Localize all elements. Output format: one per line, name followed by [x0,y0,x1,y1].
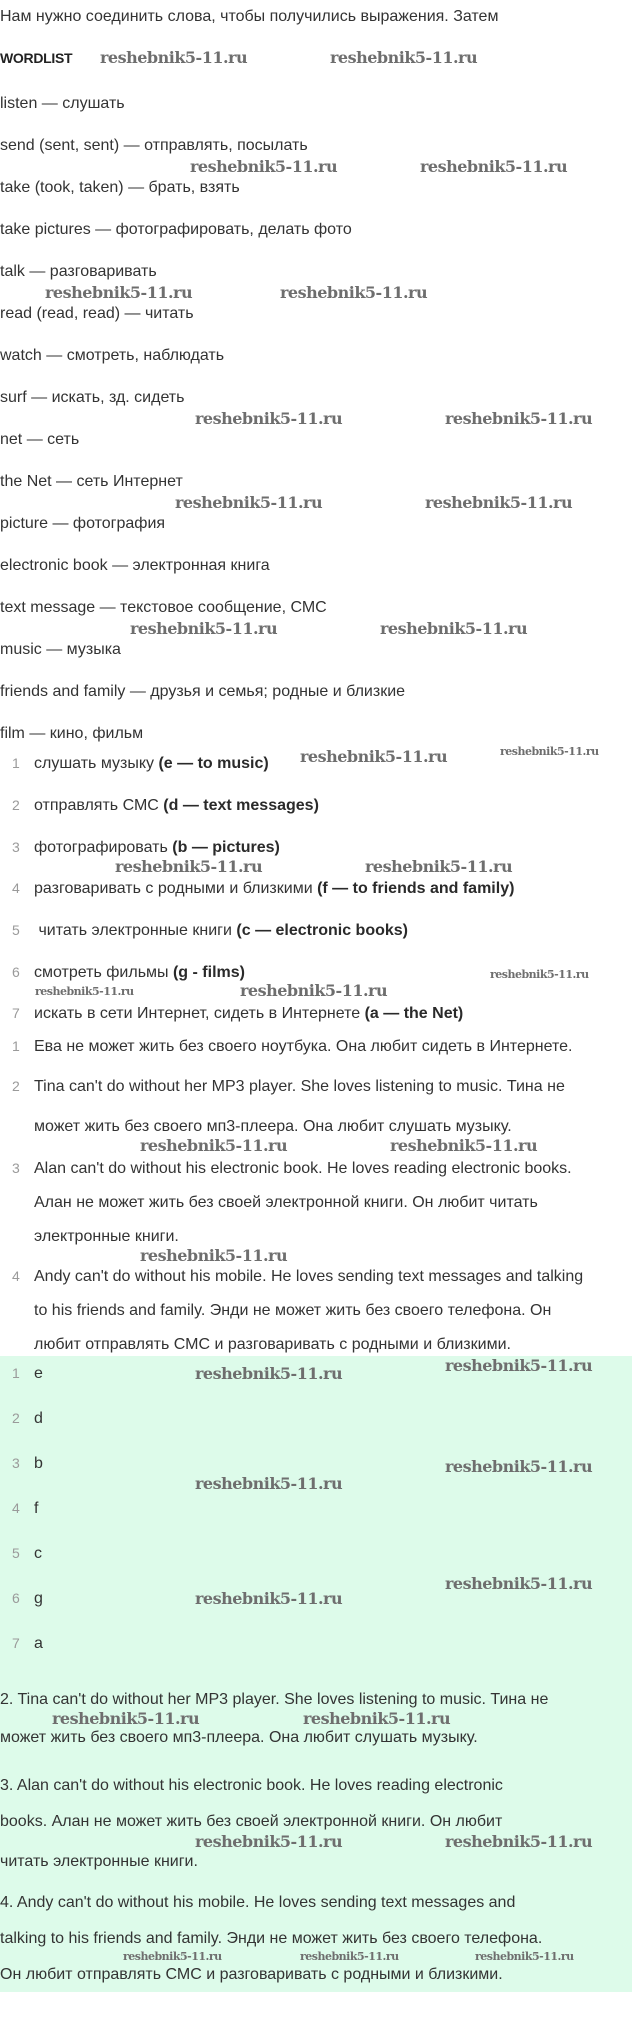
wordlist-item: listen — слушать [0,95,125,112]
watermark-text: reshebnik5-11.ru [115,857,263,876]
final-line: talking to his friends and family. Энди не может жить без своего телефона. [0,1930,543,1947]
answer-number: 4 [12,1500,20,1516]
answer-number: 2 [12,1410,20,1426]
watermark-text: reshebnik5-11.ru [35,985,134,998]
final-line: может жить без своего мп3-плеера. Она любит слушать музыку. [0,1729,478,1746]
answer-item [0,1633,43,1653]
match-russian: смотреть фильмы [34,964,173,981]
watermark-text: reshebnik5-11.ru [445,1832,593,1851]
match-english: (f — to friends and family) [317,880,515,897]
answer-letter: b [34,1455,43,1472]
answer-item [0,1498,38,1518]
match-item [0,878,514,898]
sentence-number: 3 [12,1160,20,1176]
item-number: 4 [12,880,20,896]
watermark-text: reshebnik5-11.ru [445,1574,593,1593]
sentence-number: 4 [12,1268,20,1284]
answer-letter: a [34,1635,43,1652]
watermark-text: reshebnik5-11.ru [140,1136,288,1155]
watermark-text: reshebnik5-11.ru [380,619,528,638]
answer-item [0,1363,43,1383]
watermark-text: reshebnik5-11.ru [425,493,573,512]
wordlist-item: picture — фотография [0,515,166,532]
wordlist-item: take (took, taken) — брать, взять [0,179,240,196]
item-number: 3 [12,839,20,855]
sentence-text: любит отправлять СМС и разговаривать с родными и близкими. [34,1336,511,1353]
watermark-text: reshebnik5-11.ru [445,409,593,428]
wordlist-heading: WORDLIST [0,50,73,66]
match-english: (b — pictures) [172,839,280,856]
intro-text: Нам нужно соединить слова, чтобы получились выражения. Затем [0,8,499,25]
watermark-text: reshebnik5-11.ru [195,1364,343,1383]
item-number: 2 [12,797,20,813]
wordlist-item: take pictures — фотографировать, делать фото [0,221,352,238]
watermark-text: reshebnik5-11.ru [130,619,278,638]
watermark-text: reshebnik5-11.ru [300,747,448,766]
watermark-text: reshebnik5-11.ru [140,1246,288,1265]
watermark-text: reshebnik5-11.ru [195,409,343,428]
sentence-line [0,1116,512,1136]
match-english: (c — electronic books) [236,922,408,939]
answer-number: 1 [12,1365,20,1381]
answer-number: 5 [12,1545,20,1561]
match-english: (e — to music) [158,755,269,772]
watermark-text: reshebnik5-11.ru [490,968,589,981]
final-line: 2. Tina can't do without her MP3 player. She loves listening to music. Тина не [0,1691,549,1708]
match-russian: разговаривать с родными и близкими [34,880,318,897]
sentence-line [0,1192,538,1212]
wordlist-item: send (sent, sent) — отправлять, посылать [0,137,308,154]
watermark-text: reshebnik5-11.ru [445,1457,593,1476]
watermark-text: reshebnik5-11.ru [445,1356,593,1375]
wordlist-item: watch — смотреть, наблюдать [0,347,225,364]
sentence-line [0,1334,511,1354]
match-item [0,962,245,982]
sentence-text: может жить без своего мп3-плеера. Она любит слушать музыку. [34,1118,512,1135]
wordlist-item: surf — искать, зд. сидеть [0,389,185,406]
answer-item [0,1588,43,1608]
watermark-text: reshebnik5-11.ru [100,48,248,67]
wordlist-item: friends and family — друзья и семья; родные и близкие [0,683,406,700]
wordlist-item: film — кино, фильм [0,725,144,742]
watermark-text: reshebnik5-11.ru [195,1474,343,1493]
watermark-text: reshebnik5-11.ru [175,493,323,512]
sentence-line [0,1226,179,1246]
watermark-text: reshebnik5-11.ru [330,48,478,67]
wordlist-item: electronic book — электронная книга [0,557,270,574]
answer-number: 6 [12,1590,20,1606]
match-russian: отправлять СМС [34,797,164,814]
wordlist-item: talk — разговаривать [0,263,157,280]
watermark-text: reshebnik5-11.ru [123,1950,222,1963]
answer-letter: g [34,1590,43,1607]
match-item [0,1003,463,1023]
sentence-text: Tina can't do without her MP3 player. She loves listening to music. Тина не [34,1078,565,1095]
watermark-text: reshebnik5-11.ru [240,981,388,1000]
match-english: (a — the Net) [364,1005,464,1022]
watermark-text: reshebnik5-11.ru [475,1950,574,1963]
final-line: 4. Andy can't do without his mobile. He loves sending text messages and [0,1894,516,1911]
sentence-line [0,1076,565,1096]
watermark-text: reshebnik5-11.ru [52,1709,200,1728]
item-number: 1 [12,755,20,771]
sentence-line [0,1036,572,1056]
watermark-text: reshebnik5-11.ru [500,745,599,758]
watermark-text: reshebnik5-11.ru [45,283,193,302]
sentence-text: Andy can't do without his mobile. He loves sending text messages and talking [34,1268,584,1285]
sentence-text: Alan can't do without his electronic book. He loves reading electronic books. [34,1160,572,1177]
wordlist-item: read (read, read) — читать [0,305,194,322]
answer-letter: c [34,1545,42,1562]
answer-letter: e [34,1365,43,1382]
match-item [0,753,269,773]
sentence-number: 2 [12,1078,20,1094]
item-number: 5 [12,922,20,938]
watermark-text: reshebnik5-11.ru [195,1832,343,1851]
watermark-text: reshebnik5-11.ru [303,1709,451,1728]
watermark-text: reshebnik5-11.ru [195,1589,343,1608]
answer-letter: d [34,1410,43,1427]
answer-item [0,1408,43,1428]
sentence-line [0,1158,572,1178]
sentence-text: Алан не может жить без своей электронной книги. Он любит читать [34,1194,538,1211]
sentence-number: 1 [12,1038,20,1054]
watermark-text: reshebnik5-11.ru [280,283,428,302]
watermark-text: reshebnik5-11.ru [365,857,513,876]
answer-item [0,1453,43,1473]
item-number: 6 [12,964,20,980]
match-item [0,837,280,857]
answer-letter: f [34,1500,39,1517]
wordlist-item: net — сеть [0,431,80,448]
wordlist-item: music — музыка [0,641,121,658]
match-english: (g - films) [172,964,245,981]
watermark-text: reshebnik5-11.ru [300,1950,399,1963]
sentence-text: электронные книги. [34,1228,179,1245]
sentence-text: Ева не может жить без своего ноутбука. Она любит сидеть в Интернете. [34,1038,573,1055]
answer-number: 7 [12,1635,20,1651]
match-item [0,795,319,815]
match-english: (d — text messages) [163,797,319,814]
final-line: books. Алан не может жить без своей электронной книги. Он любит [0,1813,503,1830]
sentence-line [0,1300,551,1320]
watermark-text: reshebnik5-11.ru [420,157,568,176]
match-russian: слушать музыку [34,755,159,772]
final-line: читать электронные книги. [0,1853,198,1870]
match-item [0,920,408,940]
watermark-text: reshebnik5-11.ru [190,157,338,176]
match-russian: фотографировать [34,839,173,856]
sentence-text: to his friends and family. Энди не может жить без своего телефона. Он [34,1302,552,1319]
final-line: Он любит отправлять СМС и разговаривать с родными и близкими. [0,1966,503,1983]
wordlist-item: the Net — сеть Интернет [0,473,183,490]
watermark-text: reshebnik5-11.ru [390,1136,538,1155]
item-number: 7 [12,1005,20,1021]
final-line: 3. Alan can't do without his electronic book. He loves reading electronic [0,1777,503,1794]
answer-number: 3 [12,1455,20,1471]
sentence-line [0,1266,583,1286]
answer-item [0,1543,42,1563]
match-russian: читать электронные книги [34,922,237,939]
match-russian: искать в сети Интернет, сидеть в Интернете [34,1005,365,1022]
wordlist-item: text message — текстовое сообщение, СМС [0,599,327,616]
